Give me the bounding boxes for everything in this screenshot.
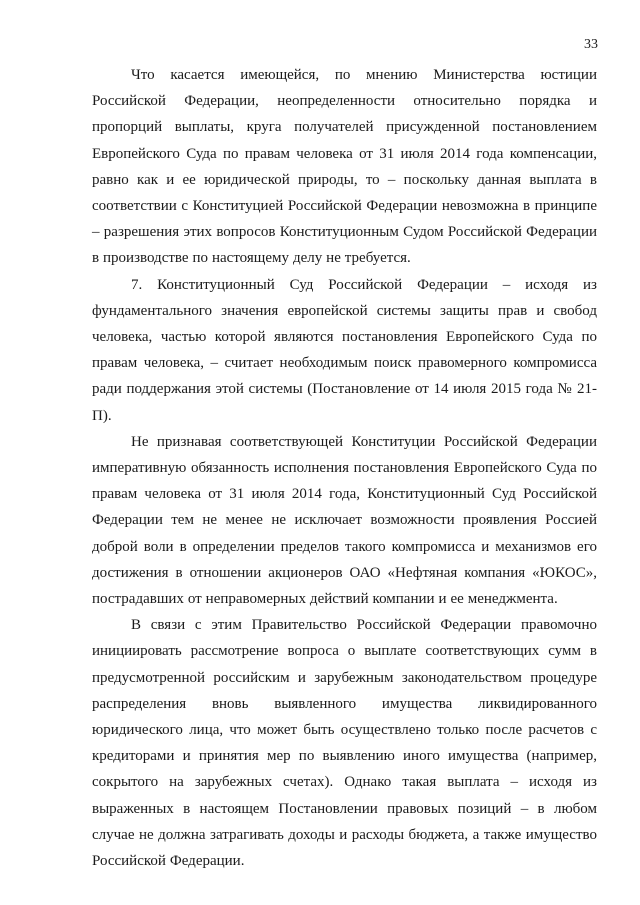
- paragraph-section-7: 7. Конституционный Суд Российской Федерации – исходя из фундаментального значения европейской системы защиты прав и свобод человека, частью которой являются постановления Европейского Суда по правам человека, – считает необходимым поиск правомерного компромисса ради поддержания этой системы (Постановление от 14 июля 2015 года № 21-П).: [92, 276, 597, 424]
- page-number: 33: [584, 37, 598, 52]
- paragraph-government-payment: В связи с этим Правительство Российской Федерации правомочно инициировать рассмотрение вопроса о выплате соответствующих сумм в предусмотренной российским и зарубежным законодательством процедуре распределения вновь выявленного имущества ликвидированного юридического лица, что может быть осуществлено только после расчетов с кредиторами и принятия мер по выявлению иного имущества (например, сокрытого на зарубежных счетах). Однако такая выплата – исходя из выраженных в настоящем Постановлении правовых позиций – в любом случае не должна затрагивать доходы и расходы бюджета, а также имущество Российской Федерации.: [92, 617, 597, 870]
- paragraph-ministry-justice: Что касается имеющейся, по мнению Министерства юстиции Российской Федерации, неопределенности относительно порядка и пропорций выплаты, круга получателей присужденной постановлением Европейского Суда по правам человека от 31 июля 2014 года компенсации, равно как и ее юридической природы, то – поскольку данная выплата в соответствии с Конституцией Российской Федерации невозможна в принципе – разрешения этих вопросов Конституционным Судом Российской Федерации в производстве по настоящему делу не требуется.: [92, 67, 597, 267]
- document-body: [92, 62, 597, 874]
- paragraph-compromise: Не признавая соответствующей Конституции Российской Федерации императивную обязанность исполнения постановления Европейского Суда по правам человека от 31 июля 2014 года, Конституционный Суд Российской Федерации тем не менее не исключает возможности проявления Россией доброй воли в определении пределов такого компромисса и механизмов его достижения в отношении акционеров ОАО «Нефтяная компания «ЮКОС», пострадавших от неправомерных действий компании и ее менеджмента.: [92, 433, 597, 608]
